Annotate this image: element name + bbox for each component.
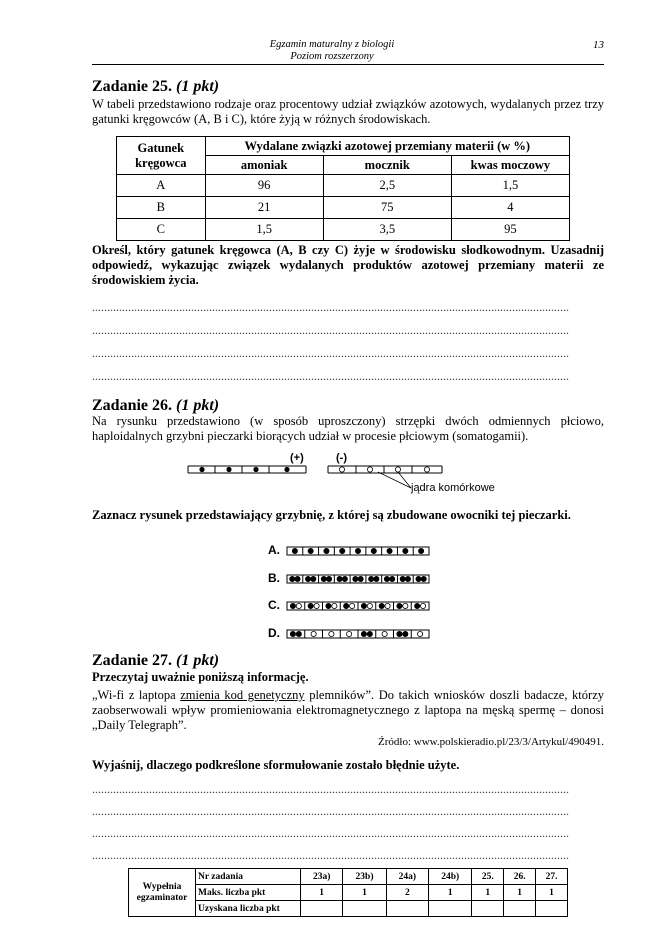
- option-c-hypha[interactable]: [285, 600, 435, 612]
- nucleus: [337, 576, 342, 581]
- nucleus: [332, 603, 337, 608]
- nucleus: [347, 631, 352, 636]
- nucleus: [308, 548, 313, 553]
- scoring-table: Wypełnia egzaminator Nr zadania 23a) 23b) 24a) 24b) 25. 26. 27. Maks. liczba pkt 1 1 2 1 1 1 1 Uzyskana liczba pkt: [128, 868, 568, 917]
- exam-title: Egzamin maturalny z biologii: [269, 39, 395, 50]
- nucleus: [355, 548, 360, 553]
- option-c-label[interactable]: C.: [268, 598, 280, 612]
- nucleus: [321, 576, 326, 581]
- nucleus: [384, 576, 389, 581]
- nucleus: [339, 467, 344, 472]
- nucleus: [349, 603, 354, 608]
- nucleus: [296, 631, 301, 636]
- nucleus: [324, 548, 329, 553]
- table-row: C 1,5 3,5 95: [117, 219, 570, 241]
- nucleus: [382, 631, 387, 636]
- option-d-hypha[interactable]: [285, 628, 435, 640]
- exam-level: Poziom rozszerzony: [290, 51, 374, 62]
- task27-quote: „Wi-fi z laptopa zmienia kod genetyczny plemników”. Do takich wniosków doszli badacze, którzy zaobserwowali wpływ promieniowania elektromagnetycznego z laptopa na męską spermę – donosi „Daily Telegraph”.: [92, 688, 604, 732]
- underlined-phrase: zmienia kod genetyczny: [180, 688, 305, 702]
- score-cell[interactable]: [343, 901, 386, 917]
- nucleus: [403, 631, 408, 636]
- hypha-minus: [328, 466, 442, 473]
- answer-line-25-1[interactable]: ...............................................................................................................................................................: [92, 300, 569, 314]
- nucleus: [295, 576, 300, 581]
- nucleus: [326, 576, 331, 581]
- score-cell[interactable]: [301, 901, 343, 917]
- nucleus: [290, 603, 295, 608]
- task25-intro: W tabeli przedstawiono rodzaje oraz procentowy udział związków azotowych, wydalanych przez trzy gatunki kręgowców (A, B i C), które żyją w różnych środowiskach.: [92, 97, 604, 126]
- hyphae-diagram: [186, 460, 446, 500]
- task27-read: Przeczytaj uważnie poniższą informację.: [92, 670, 309, 684]
- option-b-hypha[interactable]: [285, 573, 435, 585]
- nucleus: [371, 548, 376, 553]
- nucleus: [419, 548, 424, 553]
- row-label-obtained: Uzyskana liczba pkt: [196, 901, 301, 917]
- score-cell[interactable]: [472, 901, 504, 917]
- task26-number: Zadanie 26.: [92, 397, 173, 414]
- nucleus: [311, 631, 316, 636]
- nucleus: [405, 576, 410, 581]
- nucleus: [374, 576, 379, 581]
- score-cell[interactable]: [386, 901, 428, 917]
- answer-line-27-1[interactable]: ...............................................................................................................................................................: [92, 782, 569, 796]
- nucleus: [358, 576, 363, 581]
- task26-command: Zaznacz rysunek przedstawiający grzybnię, z której są zbudowane owocniki tej pieczarki.: [92, 508, 571, 522]
- nucleus: [367, 467, 372, 472]
- nuclei-label: jądra komórkowe: [411, 482, 495, 494]
- nucleus: [311, 576, 316, 581]
- nucleus: [403, 603, 408, 608]
- nucleus: [416, 576, 421, 581]
- table-row: B 21 75 4: [117, 197, 570, 219]
- nucleus: [326, 603, 331, 608]
- option-b-label[interactable]: B.: [268, 571, 280, 585]
- nucleus: [379, 603, 384, 608]
- col-urea: mocznik: [323, 156, 451, 175]
- nucleus: [395, 467, 400, 472]
- row-label-task: Nr zadania: [196, 869, 301, 885]
- pointer-line: [398, 472, 411, 488]
- task27-points: (1 pkt): [176, 652, 220, 669]
- task26-intro: Na rysunku przedstawiono (w sposób uproszczony) strzępki dwóch odmiennych płciowo, haploidalnych grzybni pieczarki biorących udział w procesie płciowym (somatogamii).: [92, 414, 604, 443]
- task27-title: [92, 652, 219, 670]
- nucleus: [397, 603, 402, 608]
- hypha-plus: [188, 466, 306, 473]
- nucleus: [353, 576, 358, 581]
- header-rule: [92, 64, 604, 65]
- nucleus: [367, 603, 372, 608]
- nucleus: [340, 548, 345, 553]
- nucleus: [415, 603, 420, 608]
- table-row: A 96 2,5 1,5: [117, 175, 570, 197]
- nucleus: [400, 576, 405, 581]
- nucleus: [226, 467, 231, 472]
- task25-number: Zadanie 25.: [92, 78, 173, 95]
- row-label-max: Maks. liczba pkt: [196, 885, 301, 901]
- nucleus: [292, 548, 297, 553]
- nucleus: [284, 467, 289, 472]
- nucleus: [329, 631, 334, 636]
- task25-command: Określ, który gatunek kręgowca (A, B czy C) żyje w środowisku słodkowodnym. Uzasadnij odpowiedź, wykazując związek wydalanych produktów azotowej przemiany materii ze środowiskiem życia.: [92, 243, 604, 287]
- task26-title: [92, 397, 219, 415]
- nucleus: [308, 603, 313, 608]
- page-header: [0, 39, 664, 63]
- group-header: Wydalane związki azotowej przemiany materii (w %): [205, 137, 569, 156]
- score-cell[interactable]: [429, 901, 472, 917]
- nucleus: [424, 467, 429, 472]
- nucleus: [397, 631, 402, 636]
- option-d-label[interactable]: D.: [268, 626, 280, 640]
- answer-line-27-4[interactable]: ...............................................................................................................................................................: [92, 848, 569, 862]
- answer-line-25-3[interactable]: ...............................................................................................................................................................: [92, 346, 569, 360]
- col-ammonia: amoniak: [205, 156, 323, 175]
- answer-line-27-2[interactable]: ...............................................................................................................................................................: [92, 804, 569, 818]
- plus-label: (+): [290, 452, 304, 464]
- answer-line-25-4[interactable]: ...............................................................................................................................................................: [92, 369, 569, 383]
- nucleus: [314, 603, 319, 608]
- nucleus: [199, 467, 204, 472]
- task25-table: [116, 136, 570, 241]
- minus-label: (-): [336, 452, 347, 464]
- nucleus: [403, 548, 408, 553]
- nucleus: [296, 603, 301, 608]
- nucleus: [290, 631, 295, 636]
- task25-title: [92, 78, 219, 96]
- task26-points: (1 pkt): [176, 397, 220, 414]
- nucleus: [305, 576, 310, 581]
- score-cell[interactable]: [504, 901, 536, 917]
- col-uric-acid: kwas moczowy: [451, 156, 569, 175]
- scoring-side-label: Wypełnia egzaminator: [129, 869, 196, 917]
- nucleus: [387, 548, 392, 553]
- nucleus: [253, 467, 258, 472]
- page-number: 13: [593, 39, 604, 51]
- pointer-line: [378, 472, 411, 488]
- task27-number: Zadanie 27.: [92, 652, 173, 669]
- nucleus: [367, 631, 372, 636]
- task27-source: Źródło: www.polskieradio.pl/23/3/Artykul/490491.: [378, 736, 604, 748]
- nucleus: [390, 576, 395, 581]
- nucleus: [421, 576, 426, 581]
- nucleus: [342, 576, 347, 581]
- nucleus: [420, 603, 425, 608]
- option-a-hypha[interactable]: [285, 545, 435, 557]
- nucleus: [369, 576, 374, 581]
- answer-line-27-3[interactable]: ...............................................................................................................................................................: [92, 826, 569, 840]
- task27-command: Wyjaśnij, dlaczego podkreślone sformułowanie zostało błędnie użyte.: [92, 758, 460, 772]
- nucleus: [361, 603, 366, 608]
- species-header: Gatunek kręgowca: [117, 137, 206, 175]
- nucleus: [385, 603, 390, 608]
- nucleus: [344, 603, 349, 608]
- answer-line-25-2[interactable]: ...............................................................................................................................................................: [92, 323, 569, 337]
- task26-options: [268, 543, 468, 648]
- nucleus: [418, 631, 423, 636]
- task25-points: (1 pkt): [176, 78, 220, 95]
- score-cell[interactable]: [536, 901, 568, 917]
- nucleus: [361, 631, 366, 636]
- option-a-label[interactable]: A.: [268, 543, 280, 557]
- nucleus: [290, 576, 295, 581]
